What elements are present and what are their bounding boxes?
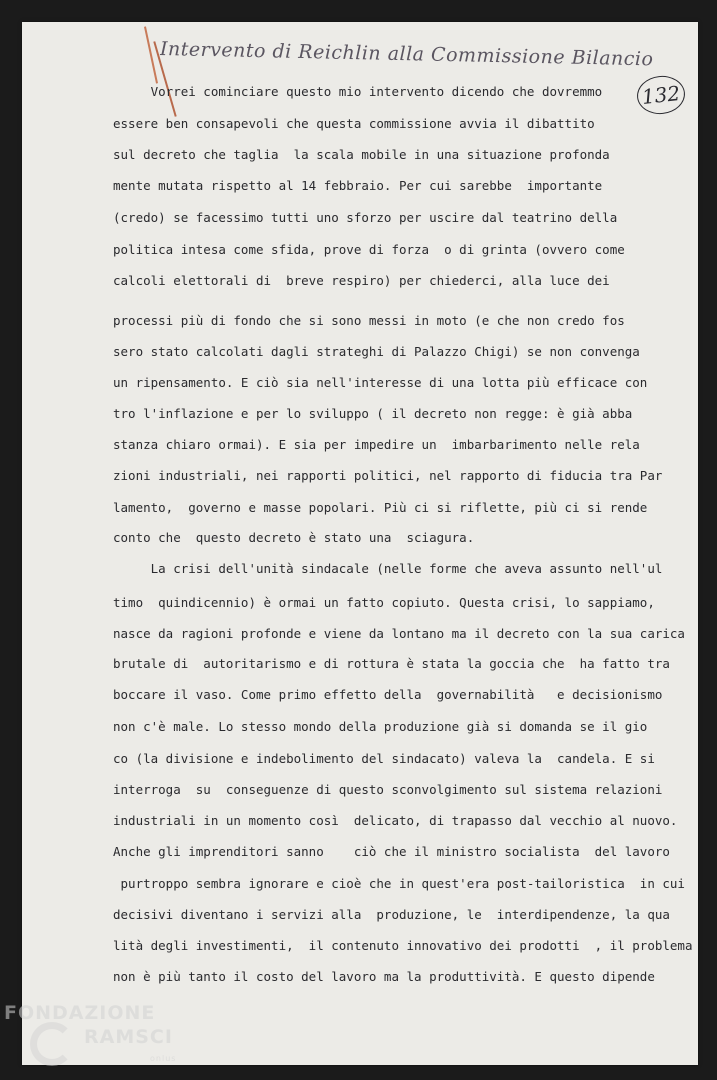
watermark-line-1: FONDAZIONE — [4, 1002, 156, 1024]
text-line: boccare il vaso. Come primo effetto della governabilità e decisionismo — [113, 687, 663, 702]
text-line: purtroppo sembra ignorare e cioè che in quest'era post-tailoristica in cui — [113, 876, 685, 891]
text-line: tro l'inflazione e per lo sviluppo ( il decreto non regge: è già abba — [113, 406, 633, 421]
fondazione-gramsci-watermark — [4, 1002, 177, 1063]
text-line: decisivi diventano i servizi alla produzione, le interdipendenze, la qua — [113, 907, 670, 922]
text-line: sero stato calcolati dagli strateghi di Palazzo Chigi) se non convenga — [113, 344, 640, 359]
text-line: mente mutata rispetto al 14 febbraio. Per cui sarebbe importante — [113, 178, 603, 193]
text-line: La crisi dell'unità sindacale (nelle forme che aveva assunto nell'ul — [113, 561, 663, 576]
handwritten-title: Intervento di Reichlin alla Commissione Bilancio — [159, 38, 654, 71]
text-line: brutale di autoritarismo e di rottura è stata la goccia che ha fatto tra — [113, 656, 670, 671]
text-line: stanza chiaro ormai). E sia per impedire un imbarbarimento nelle rela — [113, 437, 640, 452]
text-line: non è più tanto il costo del lavoro ma la produttività. E questo dipende — [113, 969, 655, 984]
text-line: Anche gli imprenditori sanno ciò che il ministro socialista del lavoro — [113, 844, 670, 859]
text-line: nasce da ragioni profonde e viene da lontano ma il decreto con la sua carica — [113, 626, 685, 641]
text-line: interroga su conseguenze di questo sconvolgimento sul sistema relazioni — [113, 782, 663, 797]
text-line: lamento, governo e masse popolari. Più ci si riflette, più ci si rende — [113, 500, 648, 515]
text-line: conto che questo decreto è stato una sciagura. — [113, 530, 475, 545]
text-line: processi più di fondo che si sono messi in moto (e che non credo fos — [113, 313, 625, 328]
text-line: un ripensamento. E ciò sia nell'interesse di una lotta più efficace con — [113, 375, 648, 390]
watermark-line-3: onlus — [150, 1054, 177, 1063]
text-line: industriali in un momento così delicato, di trapasso dal vecchio al nuovo. — [113, 813, 678, 828]
page-number: 132 — [635, 74, 687, 117]
text-line: (credo) se facessimo tutti uno sforzo per uscire dal teatrino della — [113, 210, 618, 225]
text-line: Vorrei cominciare questo mio intervento dicendo che dovremmo — [113, 84, 603, 99]
text-line: lità degli investimenti, il contenuto innovativo dei prodotti , il problema — [113, 938, 693, 953]
text-line: essere ben consapevoli che questa commissione avvia il dibattito — [113, 116, 595, 131]
text-line: timo quindicennio) è ormai un fatto copiuto. Questa crisi, lo sappiamo, — [113, 595, 655, 610]
text-line: non c'è male. Lo stesso mondo della produzione già si domanda se il gio — [113, 719, 648, 734]
text-line: zioni industriali, nei rapporti politici, nel rapporto di fiducia tra Par — [113, 468, 663, 483]
text-line: politica intesa come sfida, prove di forza o di grinta (ovvero come — [113, 242, 625, 257]
g-logo-icon — [30, 1022, 74, 1066]
watermark-line-2: RAMSCI — [84, 1026, 173, 1048]
text-line: sul decreto che taglia la scala mobile in una situazione profonda — [113, 147, 610, 162]
text-line: co (la divisione e indebolimento del sindacato) valeva la candela. E si — [113, 751, 655, 766]
text-line: calcoli elettorali di breve respiro) per chiederci, alla luce dei — [113, 273, 610, 288]
